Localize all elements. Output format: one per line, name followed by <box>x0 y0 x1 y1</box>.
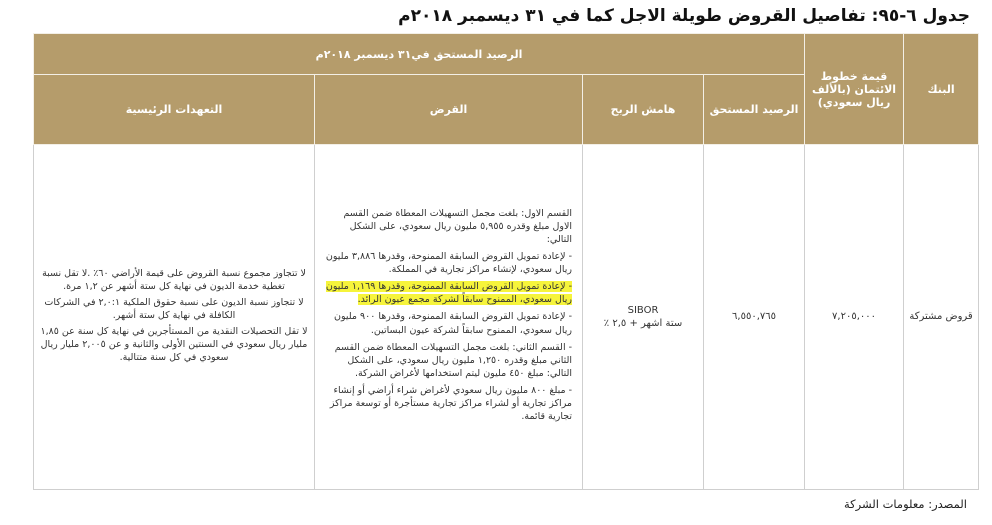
covenant-2: لا تتجاوز نسبة الديون على نسبة حقوق الملكية ٢,٠:١ في الشركات الكافلة في نهاية كل ستة أشهر. <box>44 296 304 321</box>
header-covenants: التعهدات الرئيسية <box>34 75 315 145</box>
covenant-1: لا تتجاوز مجموع نسبة القروض على قيمة الأراضي ٦٠٪ .لا تقل نسبة تغطية خدمة الديون في نهاية كل ستة أشهر عن ١,٢ مرة. <box>42 267 306 292</box>
header-loan: القرض <box>315 75 583 145</box>
loans-table <box>33 33 979 490</box>
loan-tranche-1: القسم الاول: بلغت مجمل التسهيلات المعطاة ضمن القسم الاول مبلغ وقدره ٥,٩٥٥ مليون ريال سعودي، على الشكل التالي: <box>343 207 573 245</box>
cell-profit-margin <box>583 145 704 490</box>
loan-item-4: - مبلغ ٨٠٠ مليون ريال سعودي لأغراض شراء أراضي أو إنشاء مراكز تجارية أو لشراء مراكز تجارية مستأجرة أو توسعة مراكز تجارية قائمة. <box>329 384 573 423</box>
loan-item-1: - لإعادة تمويل القروض السابقة الممنوحة، وقدرها ٣,٨٨٦ مليون ريال سعودي، لإنشاء مراكز تجارية في المملكة. <box>325 251 573 276</box>
cell-loan <box>315 145 583 490</box>
loan-tranche-2: - القسم الثاني: بلغت مجمل التسهيلات المعطاة ضمن القسم الثاني مبلغ وقدره ١,٢٥٠ مليون ريال سعودي، على الشكل التالي: مبلغ ٤٥٠ مليون ليتم استخدامها لأغراض الشركة. <box>334 341 573 379</box>
group-header-outstanding-balance: الرصيد المستحق في٣١ ديسمبر ٢٠١٨م <box>34 34 805 75</box>
covenant-3: لا تقل التحصيلات النقدية من المستأجرين في نهاية كل سنة عن ١,٨٥ مليار ريال سعودي في السنتين الأولى والثانية و عن ٢,٠٠٥ مليار ريال سعودي في كل سنة متتالية. <box>40 326 308 364</box>
loan-item-2-highlighted <box>325 280 572 306</box>
source-note: المصدر: معلومات الشركة <box>844 497 967 511</box>
cell-bank: قروض مشتركة <box>904 145 979 490</box>
header-credit-line: قيمة خطوط الائتمان (بالألف ريال سعودي) <box>805 34 904 145</box>
cell-covenants <box>34 145 315 490</box>
cell-outstanding: ٦,٥٥٠,٧٦٥ <box>704 145 805 490</box>
header-outstanding: الرصيد المستحق <box>704 75 805 145</box>
margin-rate-spread: ستة اشهر + ٢,٥ ٪ <box>603 318 683 329</box>
table-row <box>34 145 979 490</box>
highlight-mark: - لإعادة تمويل القروض السابقة الممنوحة، وقدرها ١,١٦٩ مليون ريال سعودي، الممنوح سابقاً لشركة مجمع عيون الرائد. <box>325 281 573 306</box>
header-profit-margin: هامش الربح <box>583 75 704 145</box>
table-title: جدول ٦-٩٥: تفاصيل القروض طويلة الاجل كما في ٣١ ديسمبر ٢٠١٨م <box>398 6 970 26</box>
header-bank: البنك <box>904 34 979 145</box>
margin-rate-base: SIBOR <box>627 304 659 316</box>
cell-credit-line: ٧,٢٠٥,٠٠٠ <box>805 145 904 490</box>
loan-item-3: - لإعادة تمويل القروض السابقة الممنوحة، وقدرها ٩٠٠ مليون ريال سعودي، الممنوح سابقاً لشركة عيون البساتين. <box>334 311 573 336</box>
